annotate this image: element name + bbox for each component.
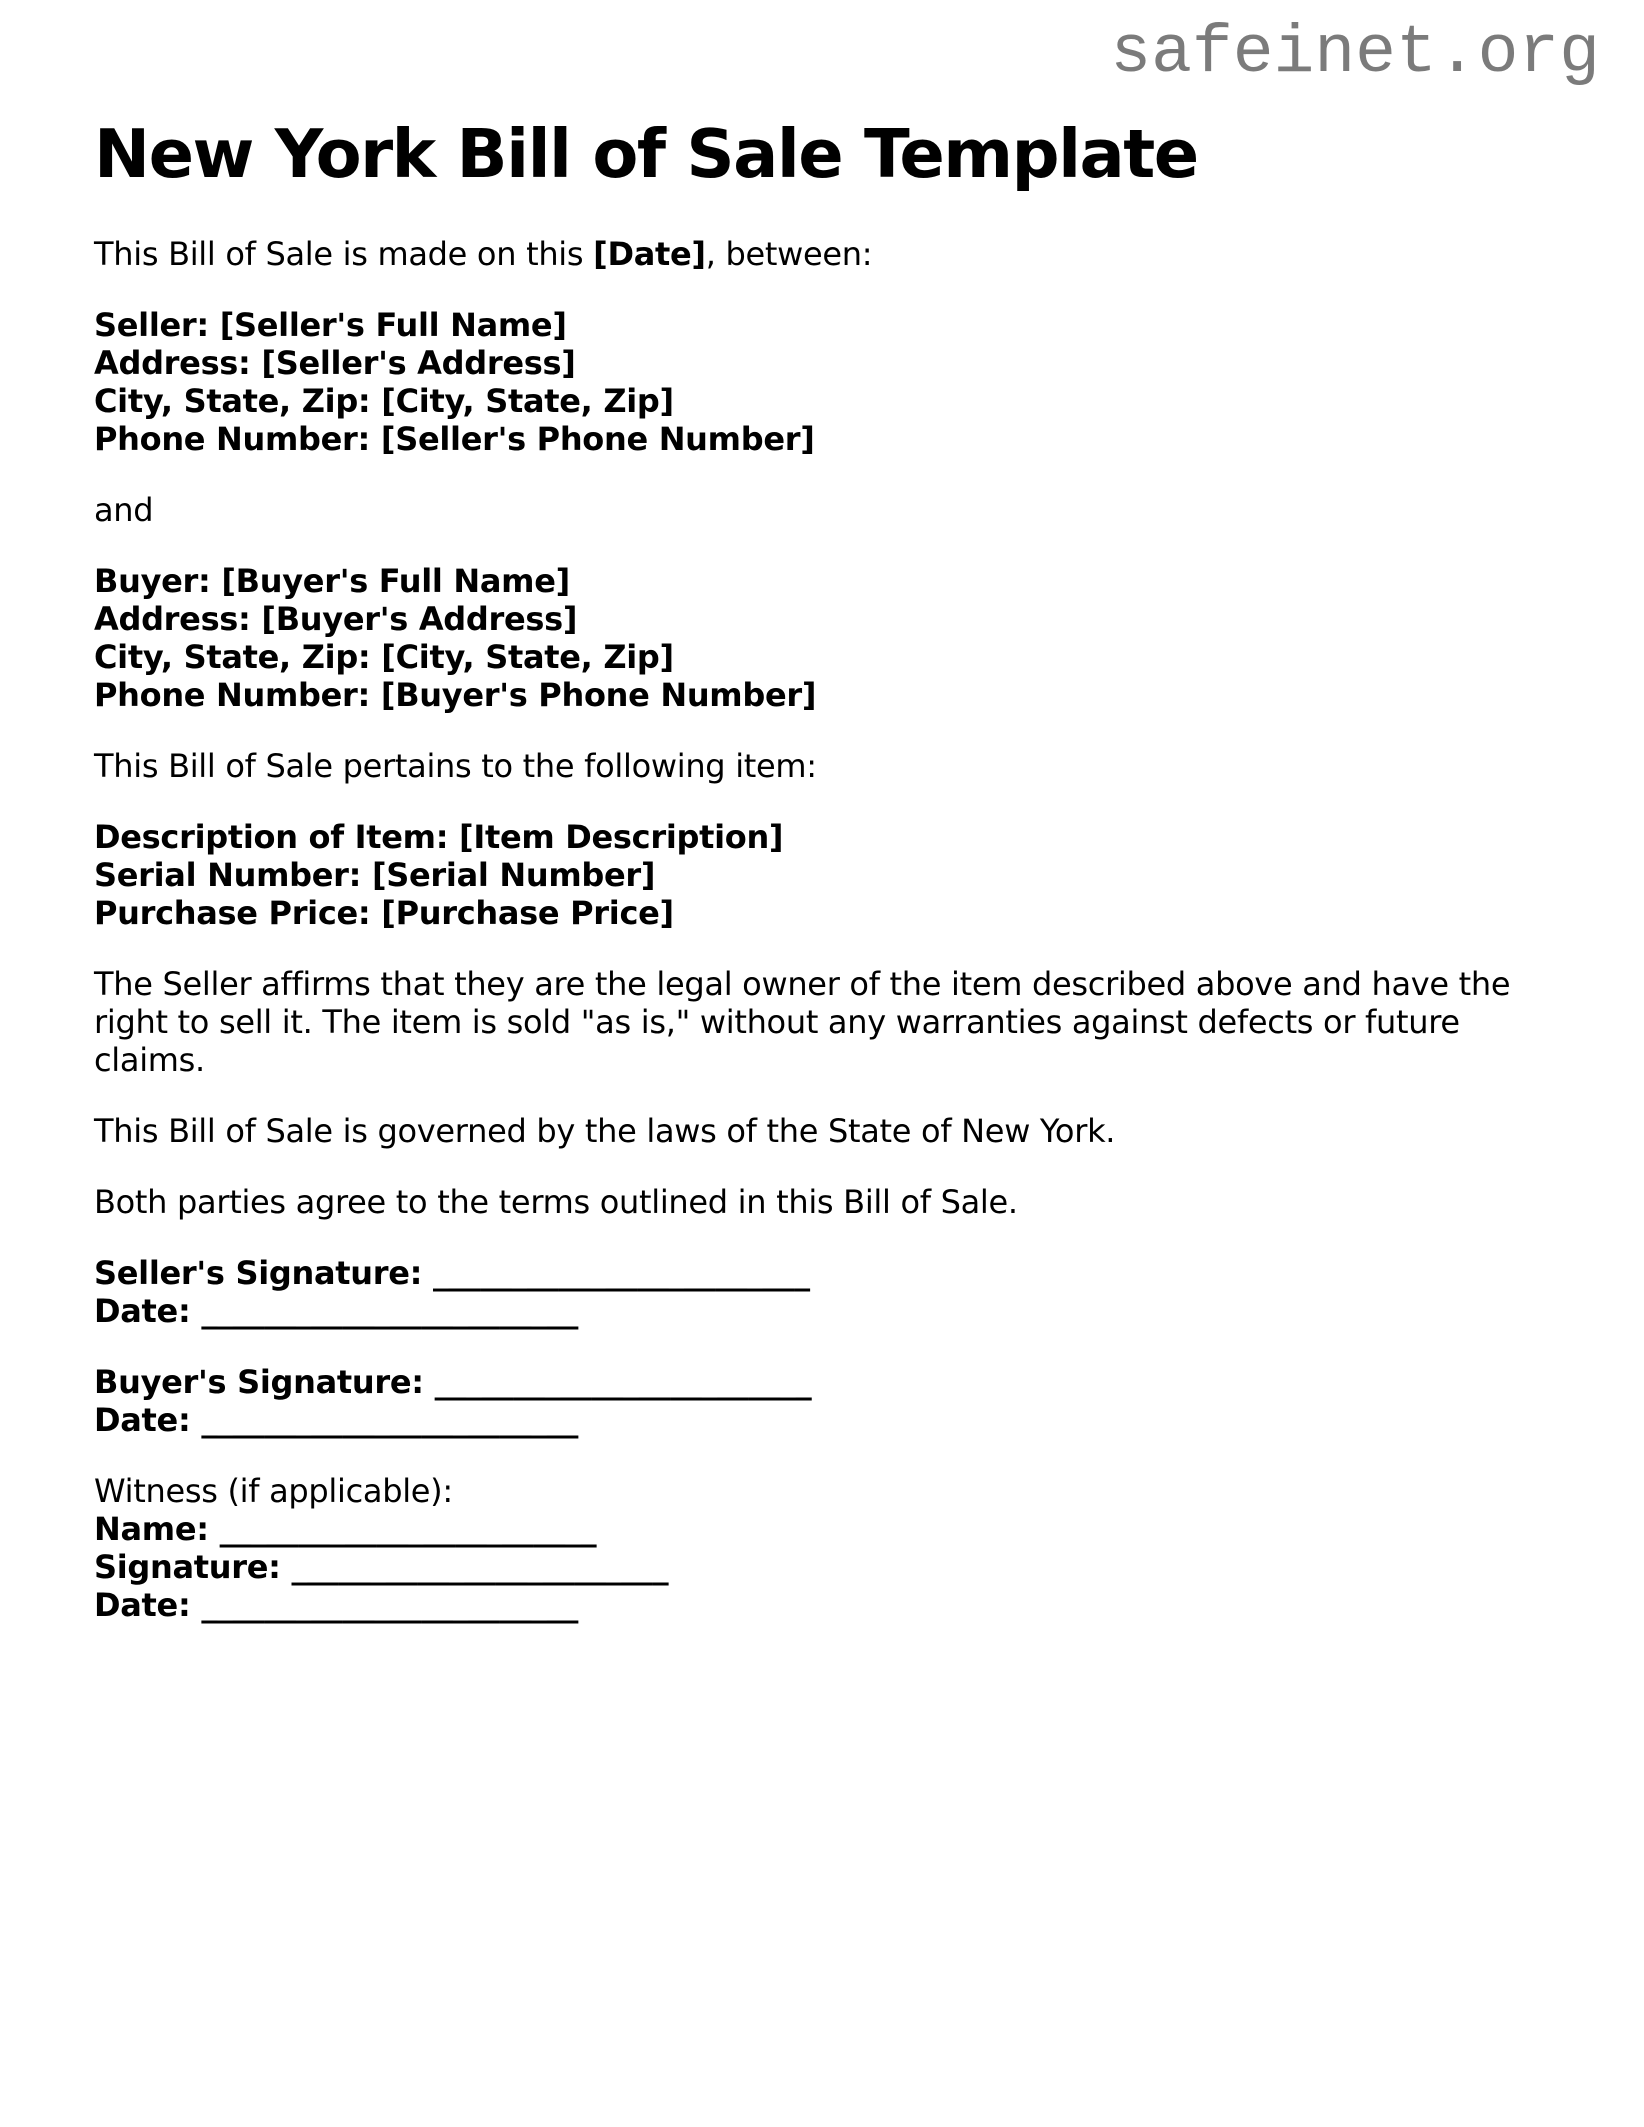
witness-name-line	[94, 1510, 1580, 1548]
witness-name-blank: ________________________	[219, 1510, 597, 1548]
agreement-line: Both parties agree to the terms outlined in this Bill of Sale.	[94, 1183, 1018, 1221]
seller-address-line: Address: [Seller's Address]	[94, 344, 576, 382]
buyer-name-line: Buyer: [Buyer's Full Name]	[94, 562, 570, 600]
witness-signature-blank: ________________________	[291, 1548, 669, 1586]
seller-signature-blank: ________________________	[432, 1254, 810, 1292]
buyer-signature-label: Buyer's Signature:	[94, 1363, 424, 1401]
intro-suffix: , between:	[705, 235, 873, 273]
witness-date-blank: ________________________	[201, 1586, 579, 1624]
witness-signature-line	[94, 1548, 1580, 1586]
witness-heading: Witness (if applicable):	[94, 1472, 453, 1510]
seller-city-state-zip-line: City, State, Zip: [City, State, Zip]	[94, 382, 674, 420]
affirmation-paragraph	[94, 965, 1580, 1079]
buyer-signature-line	[94, 1363, 1580, 1401]
seller-date-blank: ________________________	[201, 1292, 579, 1330]
buyer-city-state-zip-line: City, State, Zip: [City, State, Zip]	[94, 638, 674, 676]
buyer-phone-line: Phone Number: [Buyer's Phone Number]	[94, 676, 817, 714]
seller-name-line: Seller: [Seller's Full Name]	[94, 306, 567, 344]
seller-signature-line	[94, 1254, 1580, 1292]
buyer-block	[94, 562, 1580, 714]
governing-law-line: This Bill of Sale is governed by the laws of the State of New York.	[94, 1112, 1116, 1150]
seller-date-line	[94, 1292, 1580, 1330]
date-placeholder: [Date]	[593, 235, 706, 273]
item-description-line: Description of Item: [Item Description]	[94, 818, 784, 856]
seller-signature-block	[94, 1254, 1580, 1330]
intro-prefix: This Bill of Sale is made on this	[94, 235, 594, 273]
seller-phone-line: Phone Number: [Seller's Phone Number]	[94, 420, 815, 458]
document-title: New York Bill of Sale Template	[94, 115, 1198, 193]
affirmation-line: The Seller affirms that they are the legal owner of the item described above and have the	[94, 965, 1511, 1003]
affirmation-line: right to sell it. The item is sold "as is," without any warranties against defects or future	[94, 1003, 1460, 1041]
witness-date-label: Date:	[94, 1586, 191, 1624]
buyer-date-blank: ________________________	[201, 1401, 579, 1439]
seller-block	[94, 306, 1580, 458]
witness-date-line	[94, 1586, 1580, 1624]
item-serial-line: Serial Number: [Serial Number]	[94, 856, 656, 894]
buyer-signature-block	[94, 1363, 1580, 1439]
conjunction-line: and	[94, 491, 154, 529]
item-price-line: Purchase Price: [Purchase Price]	[94, 894, 674, 932]
buyer-signature-blank: ________________________	[434, 1363, 812, 1401]
witness-signature-label: Signature:	[94, 1548, 281, 1586]
buyer-date-label: Date:	[94, 1401, 191, 1439]
witness-block	[94, 1472, 1580, 1624]
intro-line	[94, 235, 1580, 273]
item-intro-line: This Bill of Sale pertains to the following item:	[94, 747, 817, 785]
buyer-address-line: Address: [Buyer's Address]	[94, 600, 578, 638]
seller-signature-label: Seller's Signature:	[94, 1254, 423, 1292]
watermark: safeinet.org	[1110, 15, 1600, 92]
witness-name-label: Name:	[94, 1510, 209, 1548]
item-block	[94, 818, 1580, 932]
buyer-date-line	[94, 1401, 1580, 1439]
seller-date-label: Date:	[94, 1292, 191, 1330]
affirmation-line: claims.	[94, 1041, 205, 1079]
